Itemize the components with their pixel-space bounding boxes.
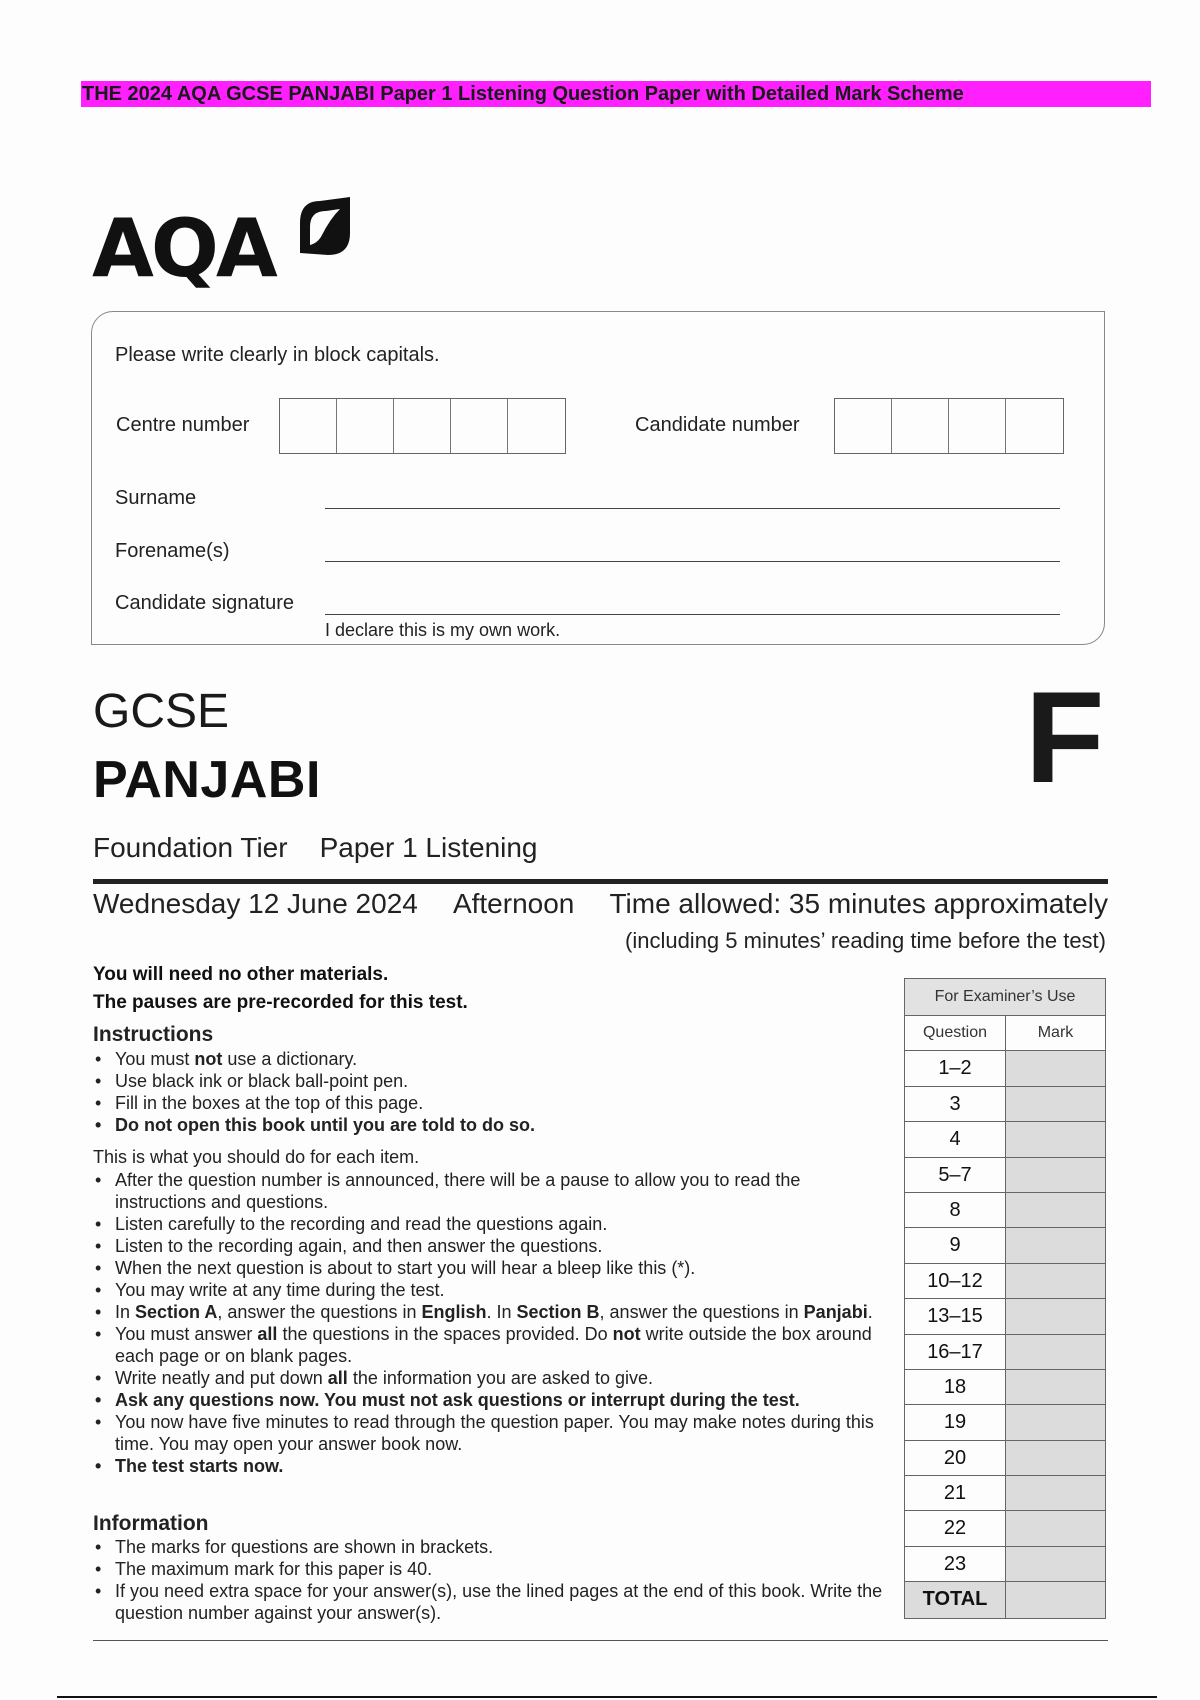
question-number: 3 (905, 1087, 1006, 1121)
examiner-table-row (905, 1299, 1105, 1334)
information-heading: Information (93, 1512, 209, 1535)
mark-cell[interactable] (1006, 1511, 1105, 1545)
pauses-note: The pauses are pre-recorded for this test. (93, 992, 468, 1013)
reading-time-note: (including 5 minutes’ reading time before the test) (625, 928, 1106, 953)
block-capitals-instruction: Please write clearly in block capitals. (115, 344, 440, 366)
time-allowed: Time allowed: 35 minutes approximately (609, 888, 1108, 919)
question-number: 10–12 (905, 1264, 1006, 1298)
examiner-use-table (904, 978, 1106, 1619)
mark-cell[interactable] (1006, 1228, 1105, 1262)
question-number: 1–2 (905, 1051, 1006, 1085)
forenames-field[interactable] (325, 561, 1060, 562)
examiner-table-row (905, 1370, 1105, 1405)
mark-cell[interactable] (1006, 1051, 1105, 1085)
instruction-item: • You must not use a dictionary. (93, 1048, 893, 1070)
tier-line (93, 832, 570, 864)
date-line (93, 888, 1108, 920)
question-number: 9 (905, 1228, 1006, 1262)
examiner-table-row (905, 1264, 1105, 1299)
title-divider (93, 879, 1108, 884)
candidate-digit-box[interactable] (949, 399, 1006, 453)
mark-column-header: Mark (1006, 1016, 1105, 1050)
information-item: • The maximum mark for this paper is 40. (93, 1558, 893, 1580)
question-number: 21 (905, 1476, 1006, 1510)
aqa-logo-text: AQA (92, 202, 275, 295)
examiner-table-row (905, 1405, 1105, 1440)
tier-name: Foundation Tier (93, 832, 288, 863)
qualification-title: GCSE (93, 685, 230, 738)
examiner-table-header-row (905, 1016, 1105, 1051)
mark-cell[interactable] (1006, 1476, 1105, 1510)
declaration-text: I declare this is my own work. (325, 620, 561, 640)
information-list (93, 1536, 893, 1624)
step-item: • Listen carefully to the recording and read the questions again. (93, 1213, 893, 1235)
examiner-table-row (905, 1511, 1105, 1546)
mark-cell[interactable] (1006, 1405, 1105, 1439)
signature-field[interactable] (325, 614, 1060, 615)
bottom-divider (93, 1640, 1108, 1641)
mark-cell[interactable] (1006, 1087, 1105, 1121)
forenames-label: Forename(s) (115, 540, 230, 562)
step-item: • Ask any questions now. You must not ask questions or interrupt during the test. (93, 1389, 893, 1411)
question-number: 23 (905, 1547, 1006, 1581)
step-item: • After the question number is announced, there will be a pause to allow you to read the instructions and questions. (93, 1169, 893, 1213)
each-item-intro: This is what you should do for each item. (93, 1147, 420, 1167)
signature-label: Candidate signature (115, 592, 295, 614)
aqa-logo-mark-icon (296, 195, 354, 259)
candidate-number-label: Candidate number (635, 414, 800, 436)
centre-digit-box[interactable] (451, 399, 508, 453)
mark-cell[interactable] (1006, 1547, 1105, 1581)
mark-cell[interactable] (1006, 1441, 1105, 1475)
aqa-logo (92, 195, 362, 295)
step-item: • You must answer all the questions in the spaces provided. Do not write outside the box around each page or on blank pages. (93, 1323, 893, 1367)
document-banner: THE 2024 AQA GCSE PANJABI Paper 1 Listening Question Paper with Detailed Mark Scheme (81, 81, 1151, 107)
candidate-digit-box[interactable] (892, 399, 949, 453)
examiner-table-row (905, 1122, 1105, 1157)
question-number: 16–17 (905, 1335, 1006, 1369)
centre-digit-box[interactable] (508, 399, 565, 453)
examiner-table-row (905, 1193, 1105, 1228)
centre-digit-box[interactable] (280, 399, 337, 453)
information-item: • If you need extra space for your answer(s), use the lined pages at the end of this book. Write the question number against your answer(s). (93, 1580, 893, 1624)
surname-field[interactable] (325, 508, 1060, 509)
mark-cell[interactable] (1006, 1299, 1105, 1333)
question-number: 22 (905, 1511, 1006, 1545)
exam-session: Afternoon (452, 888, 575, 919)
instruction-item: • Use black ink or black ball-point pen. (93, 1070, 893, 1092)
mark-cell[interactable] (1006, 1264, 1105, 1298)
examiner-table-row (905, 1158, 1105, 1193)
step-item: • When the next question is about to start you will hear a bleep like this (*). (93, 1257, 893, 1279)
question-number: 8 (905, 1193, 1006, 1227)
instructions-heading: Instructions (93, 1023, 214, 1046)
question-number: 20 (905, 1441, 1006, 1475)
candidate-digit-box[interactable] (1006, 399, 1063, 453)
step-item: • Listen to the recording again, and then answer the questions. (93, 1235, 893, 1257)
step-item: • In Section A, answer the questions in English. In Section B, answer the questions in Panjabi. (93, 1301, 893, 1323)
instruction-item: • Do not open this book until you are told to do so. (93, 1114, 893, 1136)
examiner-table-title: For Examiner’s Use (905, 979, 1105, 1016)
mark-cell[interactable] (1006, 1158, 1105, 1192)
step-item: • You may write at any time during the test. (93, 1279, 893, 1301)
centre-digit-box[interactable] (394, 399, 451, 453)
candidate-number-field[interactable] (834, 398, 1064, 454)
examiner-table-row (905, 1476, 1105, 1511)
mark-cell[interactable] (1006, 1193, 1105, 1227)
mark-cell[interactable] (1006, 1335, 1105, 1369)
question-number: 13–15 (905, 1299, 1006, 1333)
step-item: • Write neatly and put down all the information you are asked to give. (93, 1367, 893, 1389)
examiner-table-row (905, 1051, 1105, 1086)
information-item: • The marks for questions are shown in brackets. (93, 1536, 893, 1558)
exam-date: Wednesday 12 June 2024 (93, 888, 418, 919)
subject-title: PANJABI (93, 751, 321, 809)
steps-list (93, 1169, 893, 1477)
instruction-item: • Fill in the boxes at the top of this page. (93, 1092, 893, 1114)
paper-name: Paper 1 Listening (319, 832, 538, 863)
examiner-table-total-row (905, 1582, 1105, 1617)
centre-number-label: Centre number (116, 414, 250, 436)
page-bottom-rule (57, 1696, 1157, 1698)
mark-cell[interactable] (1006, 1370, 1105, 1404)
tier-letter: F (1025, 664, 1105, 810)
materials-note: You will need no other materials. (93, 964, 389, 985)
centre-number-field[interactable] (279, 398, 566, 454)
question-number: 19 (905, 1405, 1006, 1439)
question-column-header: Question (905, 1016, 1006, 1050)
question-number: 18 (905, 1370, 1006, 1404)
examiner-table-row (905, 1441, 1105, 1476)
question-number: 4 (905, 1122, 1006, 1156)
examiner-table-row (905, 1335, 1105, 1370)
examiner-table-row (905, 1547, 1105, 1582)
step-item: • You now have five minutes to read through the question paper. You may make notes during this time. You may open your answer book now. (93, 1411, 893, 1455)
centre-digit-box[interactable] (337, 399, 394, 453)
surname-label: Surname (115, 487, 197, 509)
examiner-table-row (905, 1087, 1105, 1122)
candidate-digit-box[interactable] (835, 399, 892, 453)
question-number: 5–7 (905, 1158, 1006, 1192)
step-item: • The test starts now. (93, 1455, 893, 1477)
total-mark-cell[interactable] (1006, 1582, 1105, 1617)
mark-cell[interactable] (1006, 1122, 1105, 1156)
examiner-table-row (905, 1228, 1105, 1263)
instructions-list (93, 1048, 893, 1136)
total-label: TOTAL (905, 1582, 1006, 1617)
